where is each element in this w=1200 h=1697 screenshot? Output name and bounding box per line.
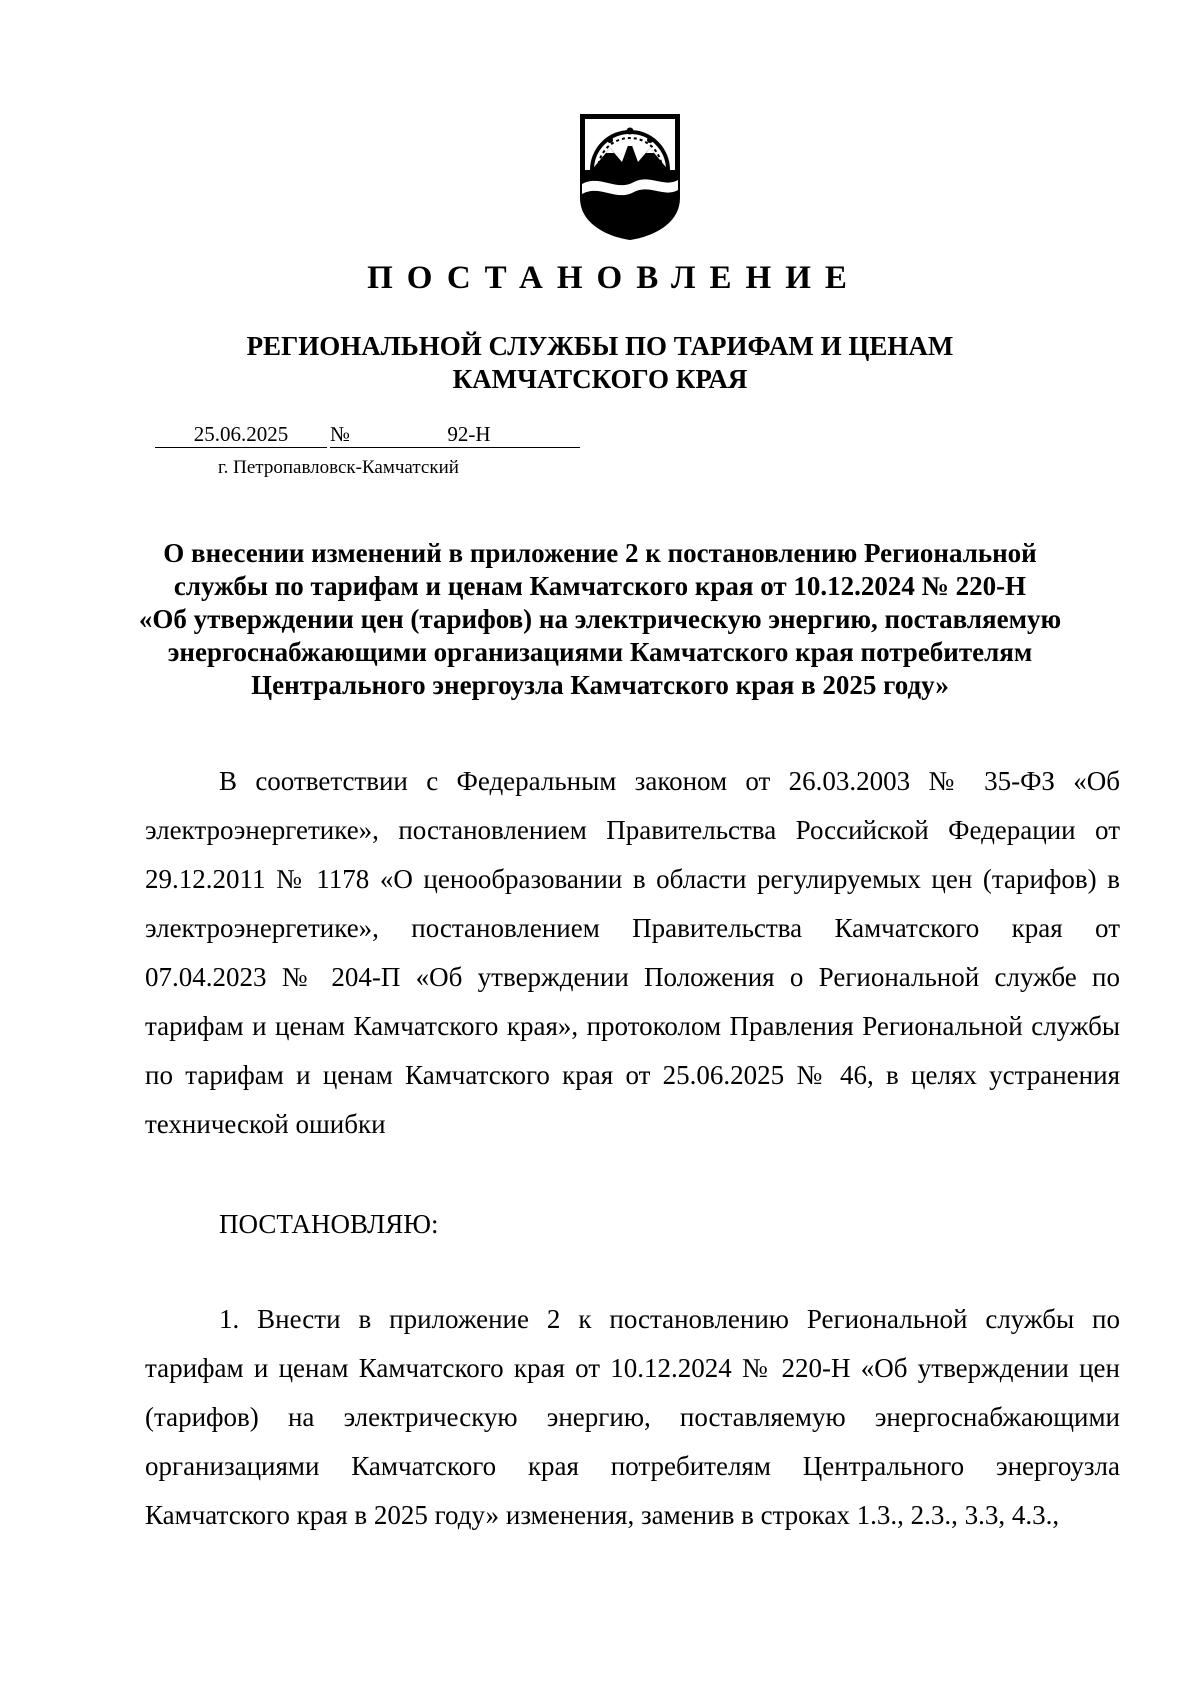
subject-line-5: Центрального энергоузла Камчатского края в 2025 году» <box>251 670 949 700</box>
item-1-paragraph: 1. Внести в приложение 2 к постановлению Региональной службы по тарифам и ценам Камчатского края от 10.12.2024 № 220-Н «Об утверждении цен (тарифов) на электрическую энергию, поставляемую энергоснабжающими организациями Камчатского края потребителям Центрального энергоузла Камчатского края в 2025 году» изменения, заменив в строках 1.3., 2.3., 3.3, 4.3., <box>145 1304 1120 1530</box>
number-sign: № <box>330 421 358 448</box>
document-date: 25.06.2025 <box>155 421 327 448</box>
document-subject <box>130 537 1070 702</box>
preamble-paragraph: В соответствии с Федеральным законом от 26.03.2003 № 35-ФЗ «Об электроэнергетике», постановлением Правительства Российской Федерации от 29.12.2011 № 1178 «О ценообразовании в области регулируемых цен (тарифов) в электроэнергетике», постановлением Правительства Камчатского края от 07.04.2023 № 204-П «Об утверждении Положения о Региональной службе по тарифам и ценам Камчатского края», протоколом Правления Региональной службы по тарифам и ценам Камчатского края от 25.06.2025 № 46, в целях устранения технической ошибки <box>145 766 1120 1139</box>
document-type-title: ПОСТАНОВЛЕНИЕ <box>367 260 861 296</box>
document-number: 92-Н <box>358 421 580 448</box>
subject-line-3: «Об утверждении цен (тарифов) на электрическую энергию, поставляемую <box>138 604 1062 634</box>
issue-city: г. Петропавловск-Камчатский <box>218 457 459 478</box>
subject-line-2: службы по тарифам и ценам Камчатского края от 10.12.2024 № 220-Н <box>173 571 1027 601</box>
decree-word: ПОСТАНОВЛЯЮ: <box>219 1209 439 1239</box>
subject-line-4: энергоснабжающими организациями Камчатского края потребителям <box>167 637 1033 667</box>
subject-line-1: О внесении изменений в приложение 2 к постановлению Региональной <box>163 538 1037 568</box>
issuer-line-1: РЕГИОНАЛЬНОЙ СЛУЖБЫ ПО ТАРИФАМ И ЦЕНАМ <box>246 331 954 361</box>
issuing-authority <box>150 330 1050 396</box>
coat-of-arms-icon <box>576 110 684 242</box>
issuer-line-2: КАМЧАТСКОГО КРАЯ <box>452 364 748 394</box>
